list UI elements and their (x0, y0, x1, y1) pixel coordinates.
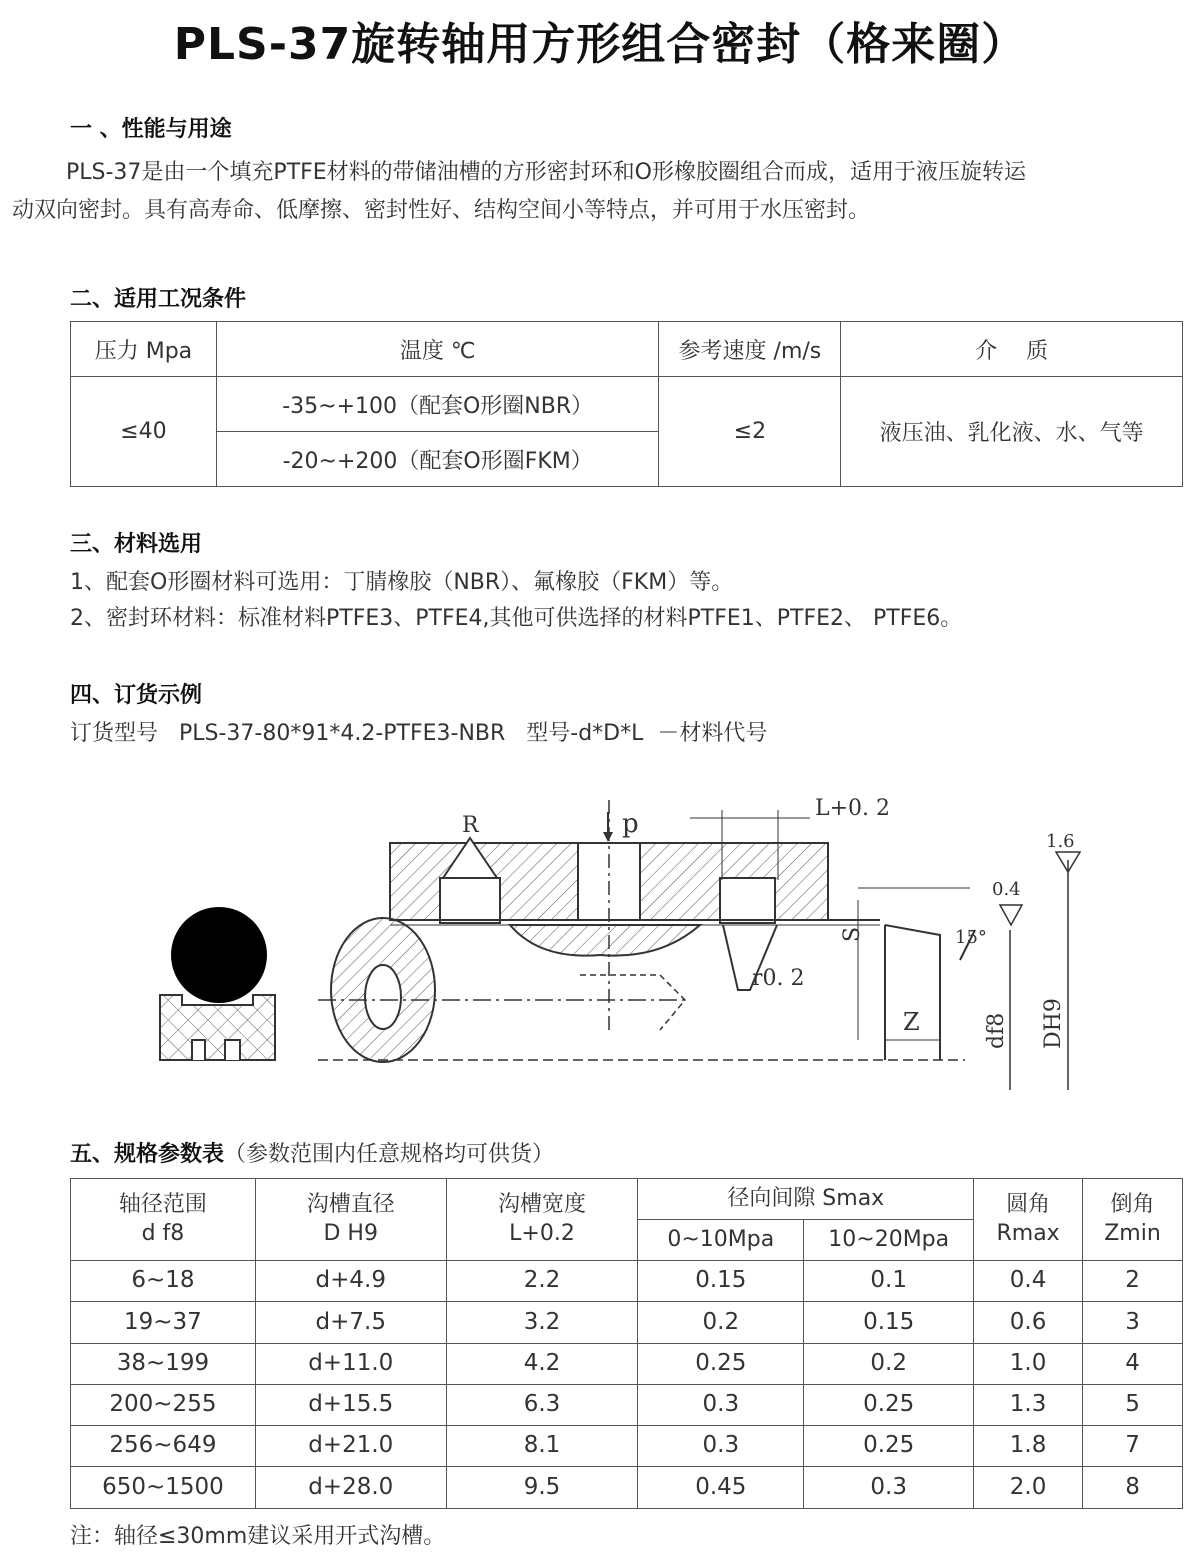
table-cell: d+15.5 (255, 1384, 446, 1425)
table-note: 注：轴径≤30mm建议采用开式沟槽。 (70, 1524, 446, 1549)
table-cell: 0.4 (974, 1261, 1083, 1302)
header-groove-diameter: 沟槽直径 D H9 (255, 1179, 446, 1261)
table-cell: 0.2 (804, 1343, 974, 1384)
header-radius: 圆角 Rmax (974, 1179, 1083, 1261)
section-1-para-line1: PLS-37是由一个填充PTFE材料的带储油槽的方形密封环和O形橡胶圈组合而成，适用于液压旋转运 (66, 160, 1026, 185)
section-2-heading: 二、适用工况条件 (70, 287, 247, 312)
section-4-heading: 四、订货示例 (70, 683, 203, 708)
label-dh9: DH9 (1041, 998, 1066, 1049)
section-5-heading-note: （参数范围内任意规格均可供货） (224, 1142, 555, 1167)
table-cell: 0.3 (804, 1467, 974, 1508)
table-cell: 200~255 (71, 1384, 256, 1425)
material-line-1: 1、配套O形圈材料可选用：丁腈橡胶（NBR）、氟橡胶（FKM）等。 (70, 570, 734, 595)
order-example: 订货型号 PLS-37-80*91*4.2-PTFE3-NBR 型号-d*D*L －材料代号 (70, 721, 768, 746)
header-chamfer: 倒角 Zmin (1083, 1179, 1183, 1261)
page-title: PLS-37旋转轴用方形组合密封（格来圈） (173, 19, 1027, 70)
table-row (71, 1384, 1183, 1425)
seal-diagram (0, 780, 1200, 1110)
section-1-heading: 一 、性能与用途 (70, 117, 232, 142)
medium-value: 液压油、乳化液、水、气等 (841, 377, 1183, 487)
col-temp-header: 温度 ℃ (216, 322, 659, 377)
table-cell: 3 (1083, 1302, 1183, 1343)
o-ring (171, 907, 267, 1003)
table-cell: 0.15 (804, 1302, 974, 1343)
table-cell: 1.3 (974, 1384, 1083, 1425)
header-shaft: 轴径范围 d f8 (71, 1179, 256, 1261)
table-cell: 6~18 (71, 1261, 256, 1302)
header-radial-gap: 径向间隙 Smax (638, 1179, 974, 1220)
label-p: p (622, 809, 639, 839)
table-cell: 2.0 (974, 1467, 1083, 1508)
table-row (71, 1426, 1183, 1467)
label-roughness-0-4: 0.4 (992, 879, 1021, 900)
table-cell: 3.2 (446, 1302, 638, 1343)
table-cell: 7 (1083, 1426, 1183, 1467)
table-row (71, 1467, 1183, 1508)
label-r: R (462, 813, 479, 838)
table-cell: 0.3 (638, 1384, 804, 1425)
speed-value: ≤2 (659, 377, 841, 487)
col-pressure-header: 压力 Mpa (71, 322, 217, 377)
col-speed-header: 参考速度 /m/s (659, 322, 841, 377)
table-cell: d+7.5 (255, 1302, 446, 1343)
table-cell: 1.0 (974, 1343, 1083, 1384)
table-cell: 38~199 (71, 1343, 256, 1384)
shaft-section (510, 925, 700, 956)
table-cell: 19~37 (71, 1302, 256, 1343)
table-row (71, 1302, 1183, 1343)
col-medium-header: 介 质 (841, 322, 1183, 377)
header-gap-high: 10~20Mpa (804, 1220, 974, 1261)
table-cell: 0.15 (638, 1261, 804, 1302)
section-1-para-line2: 动双向密封。具有高寿命、低摩擦、密封性好、结构空间小等特点，并可用于水压密封。 (12, 198, 871, 223)
label-r02: r0. 2 (752, 966, 805, 991)
table-cell: 5 (1083, 1384, 1183, 1425)
table-cell: 650~1500 (71, 1467, 256, 1508)
label-s: S (840, 926, 865, 942)
header-gap-low: 0~10Mpa (638, 1220, 804, 1261)
table-cell: 4.2 (446, 1343, 638, 1384)
temp-value-nbr: -35~+100（配套O形圈NBR） (216, 377, 659, 432)
table-cell: 0.6 (974, 1302, 1083, 1343)
table-cell: 4 (1083, 1343, 1183, 1384)
label-df8: df8 (984, 1012, 1009, 1049)
table-cell: 0.1 (804, 1261, 974, 1302)
label-l: L+0. 2 (815, 796, 891, 821)
section-5-heading-wrap (70, 1137, 554, 1168)
table-cell: d+21.0 (255, 1426, 446, 1467)
label-z: Z (903, 1008, 920, 1036)
table-row (71, 1343, 1183, 1384)
table-cell: 256~649 (71, 1426, 256, 1467)
table-cell: 2 (1083, 1261, 1183, 1302)
table-cell: 2.2 (446, 1261, 638, 1302)
table-cell: 0.25 (804, 1426, 974, 1467)
seal-cross-section (160, 907, 275, 1060)
spec-table (70, 1178, 1183, 1509)
table-cell: 0.45 (638, 1467, 804, 1508)
header-groove-width: 沟槽宽度 L+0.2 (446, 1179, 638, 1261)
table-cell: 9.5 (446, 1467, 638, 1508)
table-cell: 8.1 (446, 1426, 638, 1467)
section-3-heading: 三、材料选用 (70, 532, 203, 557)
table-cell: d+28.0 (255, 1467, 446, 1508)
pressure-value: ≤40 (71, 377, 217, 487)
table-cell: 0.25 (638, 1343, 804, 1384)
label-roughness-1-6: 1.6 (1046, 831, 1075, 852)
temp-value-fkm: -20~+200（配套O形圈FKM） (216, 432, 659, 487)
table-cell: 0.3 (638, 1426, 804, 1467)
table-cell: 6.3 (446, 1384, 638, 1425)
table-cell: 0.25 (804, 1384, 974, 1425)
label-angle-15: 15° (955, 927, 987, 948)
table-cell: d+4.9 (255, 1261, 446, 1302)
conditions-table (70, 321, 1183, 487)
table-cell: 0.2 (638, 1302, 804, 1343)
table-cell: 8 (1083, 1467, 1183, 1508)
table-cell: 1.8 (974, 1426, 1083, 1467)
table-row (71, 1261, 1183, 1302)
section-5-heading: 五、规格参数表 (70, 1142, 225, 1167)
table-cell: d+11.0 (255, 1343, 446, 1384)
material-line-2: 2、密封环材料：标准材料PTFE3、PTFE4,其他可供选择的材料PTFE1、PTFE2、 PTFE6。 (70, 606, 963, 631)
